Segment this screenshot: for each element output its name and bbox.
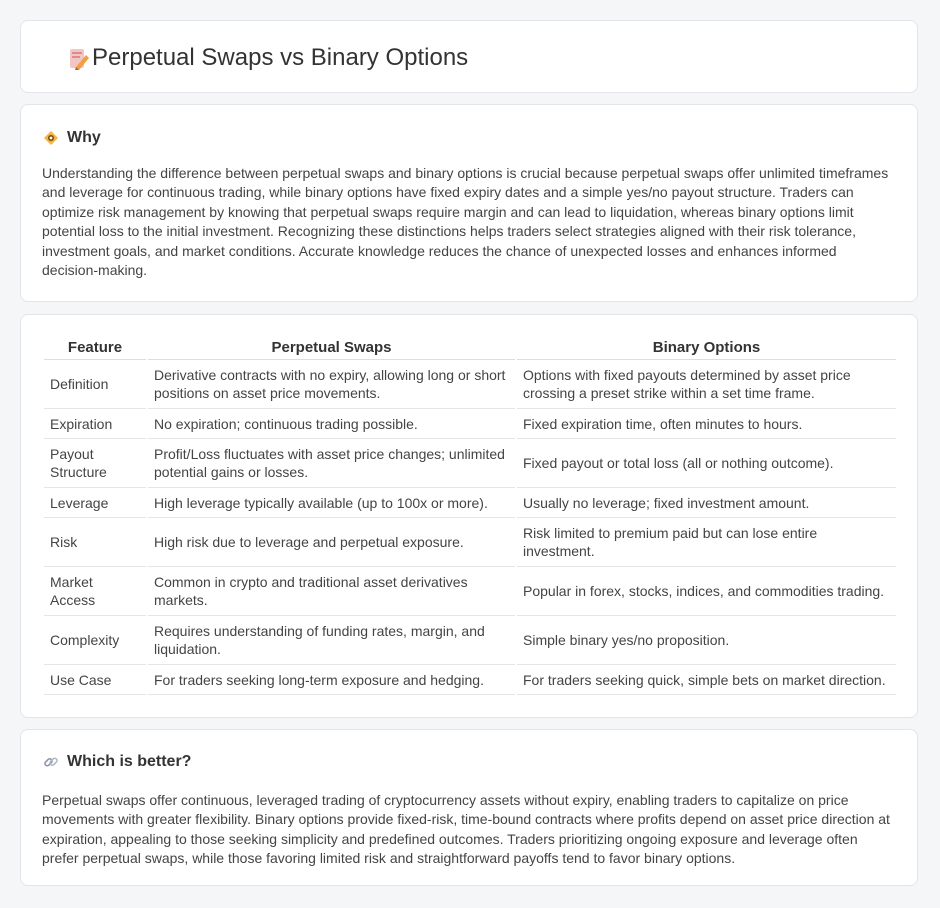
binary-options-cell: For traders seeking quick, simple bets on market direction. — [517, 665, 896, 695]
feature-cell: Market Access — [44, 567, 146, 616]
column-header-perpetual-swaps: Perpetual Swaps — [148, 337, 515, 360]
perpetual-swaps-cell: No expiration; continuous trading possible. — [148, 409, 515, 439]
binary-options-cell: Fixed payout or total loss (all or nothing outcome). — [517, 439, 896, 488]
which-is-better-section — [20, 729, 918, 886]
document-pencil-icon — [67, 47, 91, 71]
feature-cell: Risk — [44, 518, 146, 567]
perpetual-swaps-cell: High leverage typically available (up to 100x or more). — [148, 488, 515, 518]
why-text: Understanding the difference between perpetual swaps and binary options is crucial because perpetual swaps offer unlimited timeframes and leverage for continuous trading, while binary options have fixed expiry dates and a simple yes/no payout structure. Traders can optimize risk management by knowing that perpetual swaps require margin and can lead to liquidation, whereas binary options limit potential loss to the initial investment. Recognizing these distinctions helps traders select strategies aligned with their risk tolerance, investment goals, and market conditions. Accurate knowledge reduces the chance of unexpected losses and enhances informed decision-making. — [42, 165, 889, 279]
perpetual-swaps-cell: Profit/Loss fluctuates with asset price changes; unlimited potential gains or losses. — [148, 439, 515, 488]
comparison-table — [42, 337, 898, 695]
page-title: Perpetual Swaps vs Binary Options — [92, 44, 469, 71]
column-header-binary-options: Binary Options — [517, 337, 896, 360]
feature-cell: Definition — [44, 360, 146, 409]
feature-cell: Leverage — [44, 488, 146, 518]
binary-options-cell: Simple binary yes/no proposition. — [517, 616, 896, 665]
table-row — [44, 616, 896, 665]
perpetual-swaps-cell: High risk due to leverage and perpetual exposure. — [148, 518, 515, 567]
feature-cell: Use Case — [44, 665, 146, 695]
table-row — [44, 360, 896, 409]
feature-cell: Payout Structure — [44, 439, 146, 488]
table-row — [44, 665, 896, 695]
perpetual-swaps-cell: Common in crypto and traditional asset derivatives markets. — [148, 567, 515, 616]
perpetual-swaps-cell: Derivative contracts with no expiry, allowing long or short positions on asset price movements. — [148, 360, 515, 409]
perpetual-swaps-cell: Requires understanding of funding rates, margin, and liquidation. — [148, 616, 515, 665]
better-heading-row — [43, 752, 191, 772]
comparison-table-card — [20, 314, 918, 718]
better-heading: Which is better? — [67, 753, 192, 770]
why-heading: Why — [67, 129, 101, 146]
table-row — [44, 518, 896, 567]
feature-cell: Complexity — [44, 616, 146, 665]
binary-options-cell: Popular in forex, stocks, indices, and commodities trading. — [517, 567, 896, 616]
feature-cell: Expiration — [44, 409, 146, 439]
link-icon — [43, 754, 59, 770]
binary-options-cell: Fixed expiration time, often minutes to hours. — [517, 409, 896, 439]
table-row — [44, 409, 896, 439]
column-header-feature: Feature — [44, 337, 146, 360]
diamond-badge-icon — [43, 130, 59, 146]
binary-options-cell: Usually no leverage; fixed investment amount. — [517, 488, 896, 518]
binary-options-cell: Options with fixed payouts determined by asset price crossing a preset strike within a set time frame. — [517, 360, 896, 409]
why-section — [20, 104, 918, 302]
title-card — [20, 20, 918, 93]
table-row — [44, 439, 896, 488]
table-header-row — [44, 337, 896, 360]
table-row — [44, 488, 896, 518]
binary-options-cell: Risk limited to premium paid but can lose entire investment. — [517, 518, 896, 567]
perpetual-swaps-cell: For traders seeking long-term exposure and hedging. — [148, 665, 515, 695]
table-row — [44, 567, 896, 616]
better-text: Perpetual swaps offer continuous, leveraged trading of cryptocurrency assets without expiry, enabling traders to capitalize on price movements with greater flexibility. Binary options provide fixed-risk, time-bound contracts where profits depend on asset price direction at expiration, appealing to those seeking simplicity and predefined outcomes. Traders prioritizing ongoing exposure and leverage often prefer perpetual swaps, while those favoring limited risk and straightforward payoffs tend to favor binary options. — [42, 792, 890, 867]
why-heading-row — [43, 128, 101, 148]
